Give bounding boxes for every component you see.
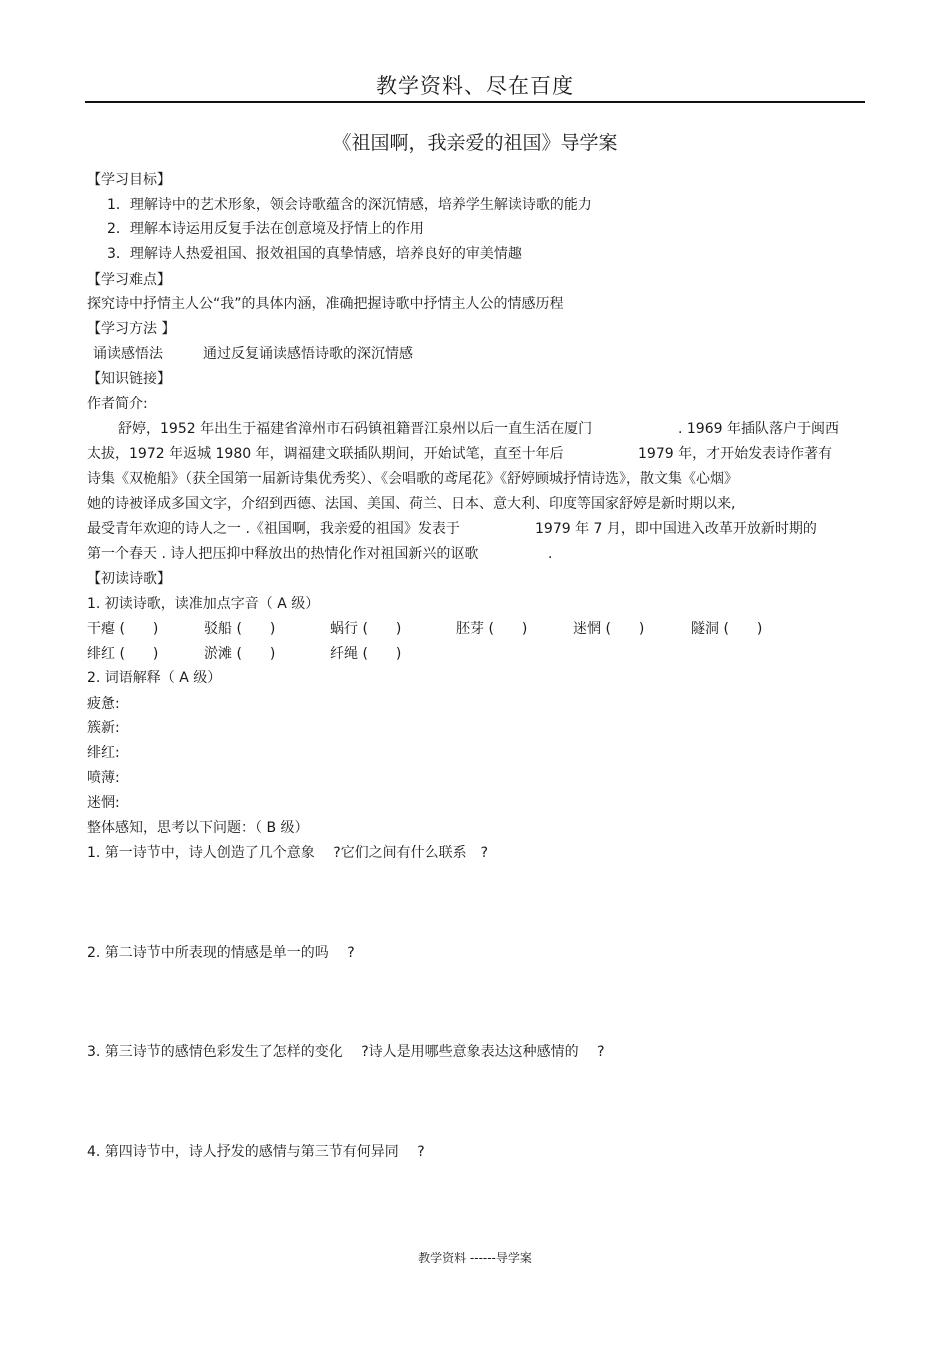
- author-bio-line: 第一个春天 . 诗人把压抑中释放出的热情化作对祖国新兴的讴歌: [87, 546, 479, 562]
- author-bio-line: 舒婷，1952 年出生于福建省漳州市石码镇祖籍晋江泉州以后一直生活在厦门: [118, 421, 593, 437]
- discussion-question: 1. 第一诗节中，诗人创造了几个意象 ?它们之间有什么联系 ?: [87, 845, 489, 861]
- difficulty-text: 探究诗中抒情主人公“我”的具体内涵，准确把握诗歌中抒情主人公的情感历程: [87, 296, 564, 312]
- term-label: 喷薄:: [87, 770, 120, 786]
- pinyin-item: 驳船 ( ): [204, 621, 276, 637]
- term-label: 绯红:: [87, 745, 120, 761]
- reading-question-2: 2. 词语解释（ A 级）: [87, 670, 222, 686]
- objective-item: 2．理解本诗运用反复手法在创意境及抒情上的作用: [107, 221, 424, 237]
- discussion-question: 2. 第二诗节中所表现的情感是单一的吗 ?: [87, 945, 355, 961]
- pinyin-item: 纤绳 ( ): [330, 646, 402, 662]
- method-name: 诵读感悟法: [93, 346, 163, 362]
- pinyin-item: 干瘪 ( ): [87, 621, 159, 637]
- pinyin-item: 淤滩 ( ): [204, 646, 276, 662]
- term-label: 簇新:: [87, 720, 120, 736]
- author-bio-line-tail: 1979 年 7 月，即中国进入改革开放新时期的: [535, 521, 817, 537]
- document-title: 《祖国啊，我亲爱的祖国》导学案: [332, 132, 618, 154]
- difficulty-heading: 【学习难点】: [87, 272, 171, 288]
- page-header-title: 教学资料、尽在百度: [376, 74, 574, 98]
- discussion-question: 3. 第三诗节的感情色彩发生了怎样的变化 ?诗人是用哪些意象表达这种感情的 ?: [87, 1044, 605, 1060]
- method-description: 通过反复诵读感悟诗歌的深沉情感: [203, 346, 413, 362]
- pinyin-item: 蜗行 ( ): [330, 621, 402, 637]
- author-intro-label: 作者简介:: [87, 396, 148, 412]
- objective-item: 3．理解诗人热爱祖国、报效祖国的真挚情感，培养良好的审美情趣: [107, 246, 522, 262]
- author-bio-line: 最受青年欢迎的诗人之一 .《祖国啊，我亲爱的祖国》发表于: [87, 521, 460, 537]
- author-bio-line-tail: . 1969 年插队落户于闽西: [678, 421, 839, 437]
- author-bio-line: 诗集《双桅船》（获全国第一届新诗集优秀奖）、《会唱歌的鸢尾花》《舒婷顾城抒情诗选》，散文集《心烟》: [87, 471, 738, 487]
- author-bio-line-tail: .: [548, 546, 553, 562]
- reading-heading: 【初读诗歌】: [87, 571, 171, 587]
- method-heading: 【学习方法 】: [87, 321, 176, 337]
- header-divider: [85, 101, 865, 103]
- overall-perception-heading: 整体感知，思考以下问题：（ B 级）: [87, 820, 309, 836]
- page-footer: 教学资料 ------导学案: [418, 1251, 532, 1265]
- pinyin-item: 隧洞 ( ): [691, 621, 763, 637]
- discussion-question: 4. 第四诗节中，诗人抒发的感情与第三节有何异同 ?: [87, 1144, 425, 1160]
- objective-item: 1．理解诗中的艺术形象，领会诗歌蕴含的深沉情感，培养学生解读诗歌的能力: [107, 197, 592, 213]
- pinyin-item: 胚芽 ( ): [456, 621, 528, 637]
- author-bio-line: 她的诗被译成多国文字，介绍到西德、法国、美国、荷兰、日本、意大利、印度等国家舒婷是新时期以来,: [87, 496, 736, 512]
- term-label: 疲惫:: [87, 696, 120, 712]
- pinyin-item: 迷惘 ( ): [573, 621, 645, 637]
- author-bio-line-tail: 1979 年，才开始发表诗作著有: [638, 446, 833, 462]
- objectives-heading: 【学习目标】: [87, 172, 171, 188]
- author-bio-line: 太拔，1972 年返城 1980 年，调福建文联插队期间，开始试笔，直至十年后: [87, 446, 564, 462]
- reading-question-1: 1. 初读诗歌，读准加点字音（ A 级）: [87, 596, 320, 612]
- knowledge-heading: 【知识链接】: [87, 371, 171, 387]
- term-label: 迷惘:: [87, 795, 120, 811]
- pinyin-item: 绯红 ( ): [87, 646, 159, 662]
